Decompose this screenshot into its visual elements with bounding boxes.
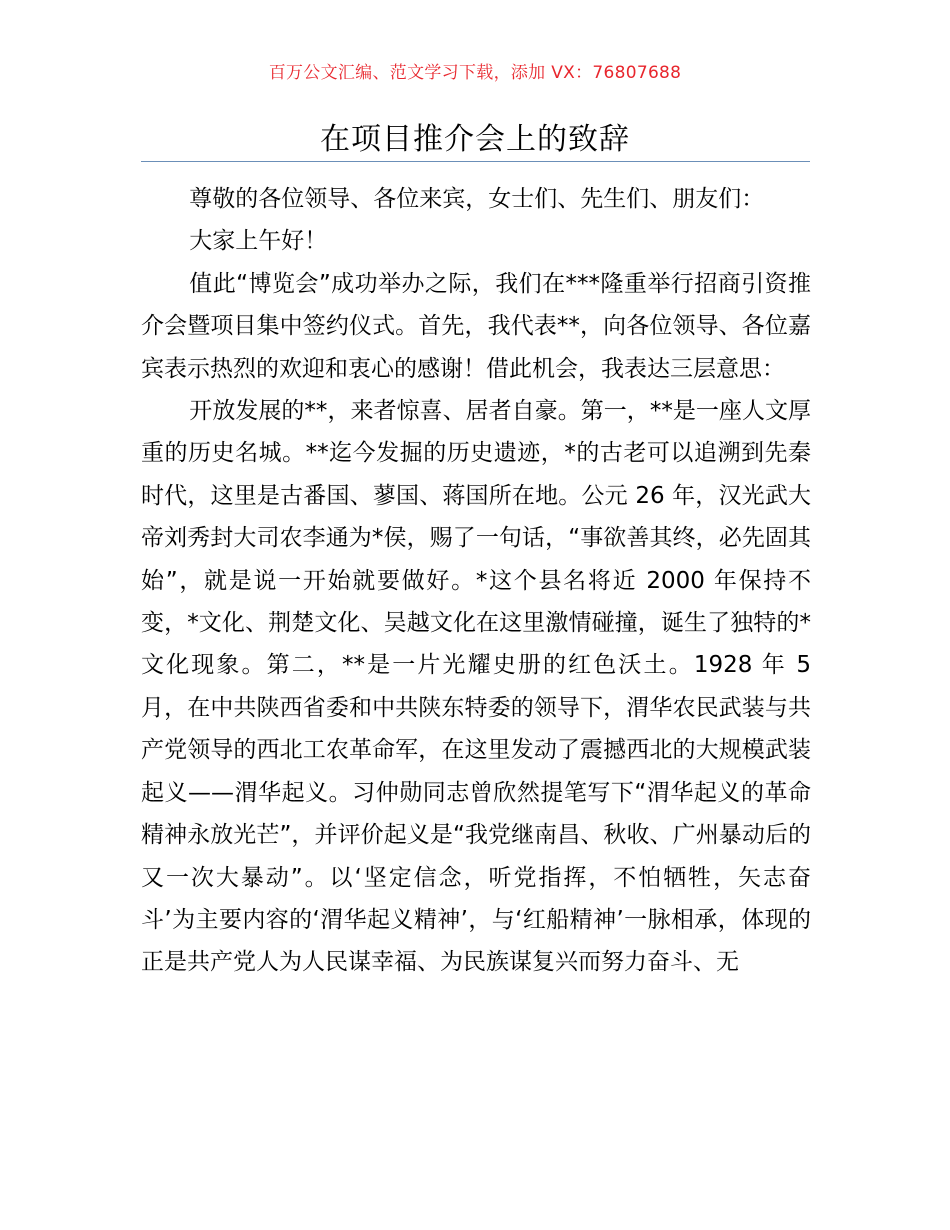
title-divider	[141, 161, 810, 162]
body-paragraph: 开放发展的**，来者惊喜、居者自豪。第一，**是一座人文厚重的历史名城。**迄今发掘的历史遗迹，*的古老可以追溯到先秦时代，这里是古番国、蓼国、蒋国所在地。公元 26 年，汉光武大帝刘秀封大司农李通为*侯，赐了一句话，“事欲善其终，必先固其始”，就是说一开始就要做好。*这个县名将近 2000 年保持不变，*文化、荆楚文化、吴越文化在这里激情碰撞，诞生了独特的*文化现象。第二，**是一片光耀史册的红色沃土。1928 年 5 月，在中共陕西省委和中共陕东特委的领导下，渭华农民武装与共产党领导的西北工农革命军，在这里发动了震撼西北的大规模武装起义——渭华起义。习仲勋同志曾欣然提笔写下“渭华起义的革命精神永放光芒”，并评价起义是“我党继南昌、秋收、广州暴动后的又一次大暴动”。以‘坚定信念，听党指挥，不怕牺牲，矢志奋斗’为主要内容的‘渭华起义精神’，与‘红船精神’一脉相承，体现的正是共产党人为人民谋幸福、为民族谋复兴而努力奋斗、无	[141, 398, 811, 976]
body-paragraph: 值此“博览会”成功举办之际，我们在***隆重举行招商引资推介会暨项目集中签约仪式。首先，我代表**，向各位领导、各位嘉宾表示热烈的欢迎和衷心的感谢！借此机会，我表达三层意思：	[141, 270, 811, 382]
greeting-paragraph: 大家上午好！	[189, 228, 328, 255]
header-watermark-note: 百万公文汇编、范文学习下载，添加 VX：76807688	[268, 63, 682, 83]
salutation-paragraph: 尊敬的各位领导、各位来宾，女士们、先生们、朋友们：	[189, 186, 765, 212]
page-title: 在项目推介会上的致辞	[320, 122, 630, 157]
document-body	[141, 178, 811, 984]
